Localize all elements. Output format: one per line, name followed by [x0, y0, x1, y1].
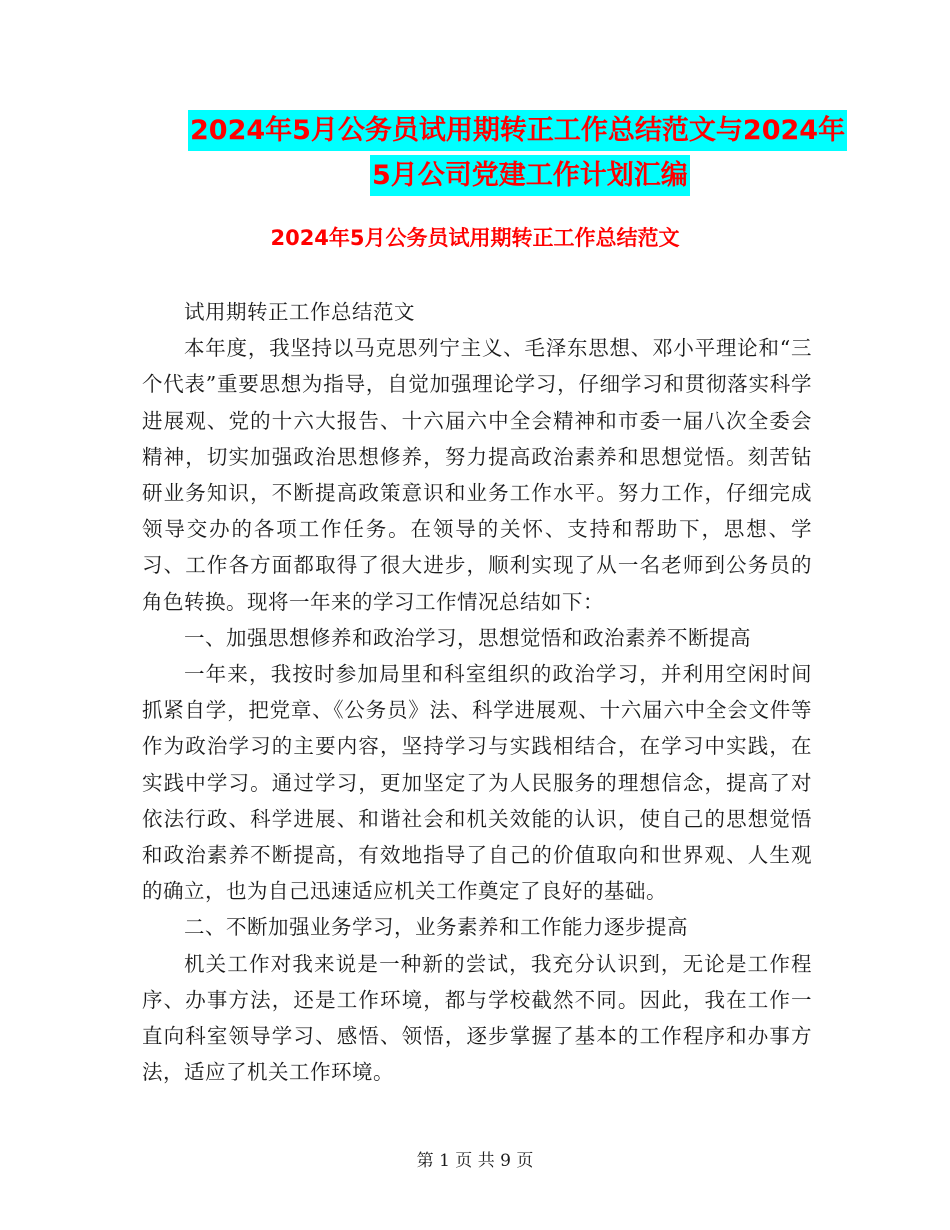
body-text [142, 294, 812, 1090]
paragraph-heading: 一、加强思想修养和政治学习，思想觉悟和政治素养不断提高 [184, 625, 751, 650]
paragraph-subtitle: 试用期转正工作总结范文 [184, 300, 415, 324]
paragraph: 一年来，我按时参加局里和科室组织的政治学习，并利用空闲时间抓紧自学，把党章、《公务员》法、科学进展观、十六届六中全会文件等作为政治学习的主要内容，坚持学习与实践相结合，在学习中实践，在实践中学习。通过学习，更加坚定了为人民服务的理想信念，提高了对依法行政、科学进展、和谐社会和机关效能的认识，使自己的思想觉悟和政治素养不断提高，有效地指导了自己的价值取向和世界观、人生观的确立，也为自己迅速适应机关工作奠定了良好的基础。 [142, 662, 812, 904]
paragraph: 机关工作对我来说是一种新的尝试，我充分认识到，无论是工作程序、办事方法，还是工作环境，都与学校截然不同。因此，我在工作一直向科室领导学习、感悟、领悟，逐步掌握了基本的工作程序和办事方法，适应了机关工作环境。 [142, 951, 812, 1085]
section-heading: 2024年5月公务员试用期转正工作总结范文 [270, 226, 680, 250]
paragraph-heading: 二、不断加强业务学习，业务素养和工作能力逐步提高 [184, 915, 688, 940]
page-footer: 第 1 页 共 9 页 [416, 1151, 534, 1171]
paragraph: 本年度，我坚持以马克思列宁主义、毛泽东思想、邓小平理论和“三个代表”重要思想为指导，自觉加强理论学习，仔细学习和贯彻落实科学进展观、党的十六大报告、十六届六中全会精神和市委一届八次全委会精神，切实加强政治思想修养，努力提高政治素养和思想觉悟。刻苦钻研业务知识，不断提高政策意识和业务工作水平。努力工作，仔细完成领导交办的各项工作任务。在领导的关怀、支持和帮助下，思想、学习、工作各方面都取得了很大进步，顺利实现了从一名老师到公务员的角色转换。现将一年来的学习工作情况总结如下： [142, 336, 812, 614]
title-line-2: 5月公司党建工作计划汇编 [370, 155, 690, 196]
title-line-1: 2024年5月公务员试用期转正工作总结范文与2024年 [188, 110, 847, 151]
